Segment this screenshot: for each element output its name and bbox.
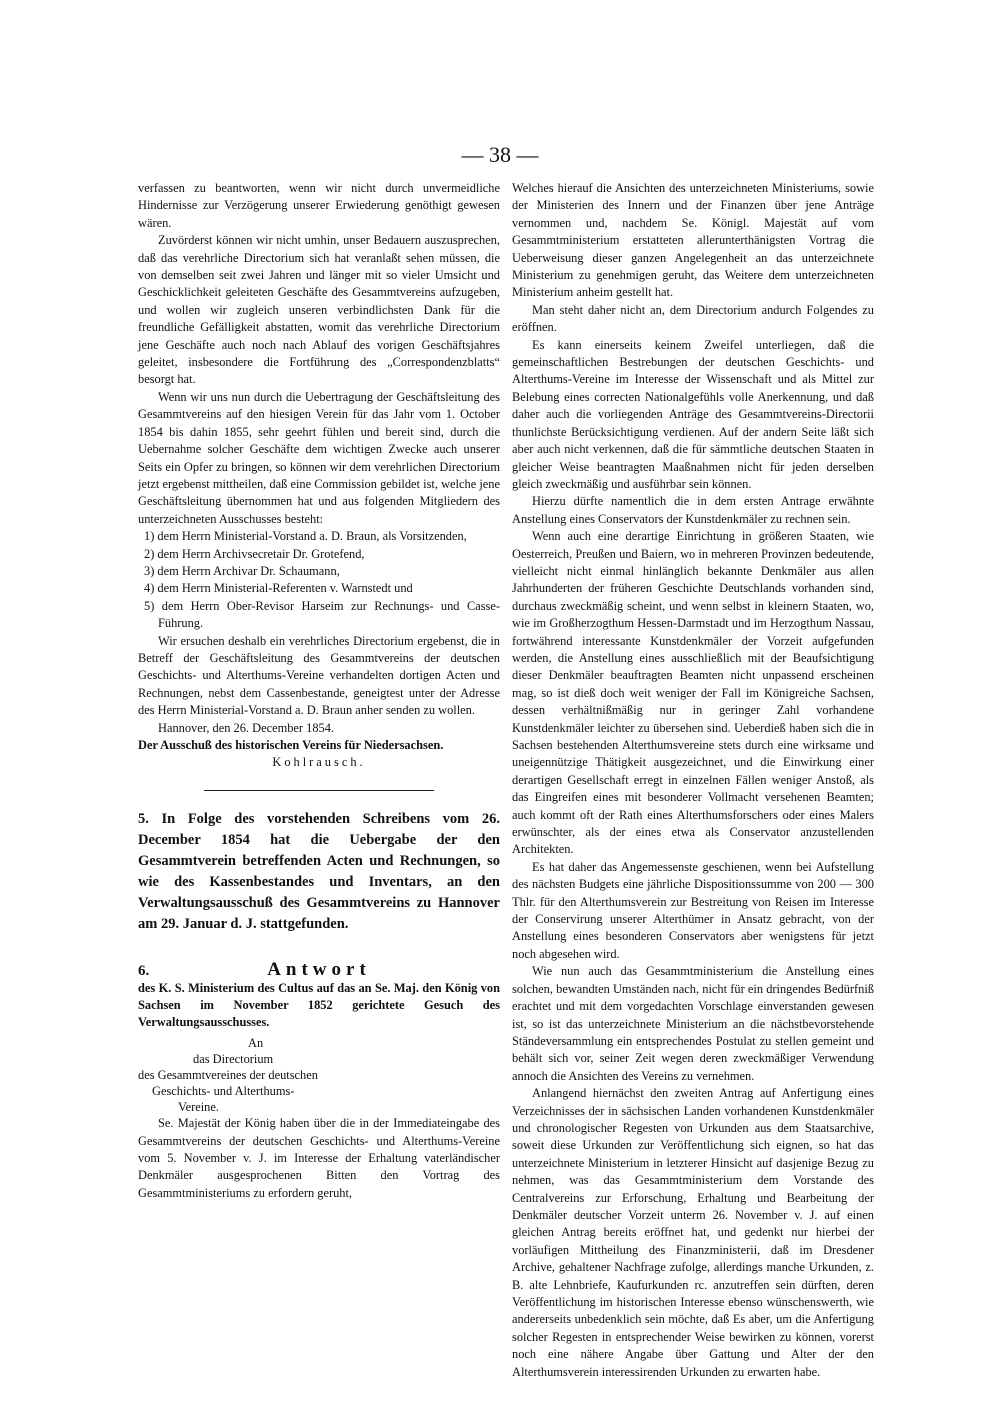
paragraph: Zuvörderst können wir nicht umhin, unser Bedauern auszusprechen, daß das verehrliche Directorium sich hat veranlaßt sehen müssen, die von demselben seit zwei Jahren und länger mit so vieler Umsicht und Geschicklichkeit geleiteten Geschäfte des Gesammtvereins aufzugeben, und wollen wir zugleich unseren verbindlichsten Dank für die freundliche Gefälligkeit abstatten, womit das verehrliche Directorium jene Geschäfte auch noch nach Ablauf des vorigen Geschäftsjahres geleitet, insbesondere die Fortführung des „Correspondenzblatts“ besorgt hat.	[138, 233, 500, 387]
paragraph: Se. Majestät der König haben über die in der Immediateingabe des Gesammtvereins der deutschen Geschichts- und Alterthums-Vereine vom 5. November v. J. im Interesse der Erhaltung vaterländischer Denkmäler ausgesprochenen Bitten den Vortrag des Gesammtministeriums zu erfordern geruht,	[138, 1116, 500, 1200]
paragraph: Hierzu dürfte namentlich die in dem ersten Antrage erwähnte Anstellung eines Conservators der Kunstdenkmäler zu rechnen sein.	[512, 494, 874, 526]
address-line: Vereine.	[178, 1100, 219, 1115]
address-line: Geschichts- und Alterthums-	[152, 1084, 295, 1099]
list-item: 1) dem Herrn Ministerial-Vorstand a. D. Braun, als Vorsitzenden,	[144, 529, 467, 544]
notice-paragraph: 5. In Folge des vorstehenden Schreibens vom 26. December 1854 hat die Uebergabe der den Gesammtverein betreffenden Acten und Rechnungen, so wie des Kassenbestandes und Inventars, an den Verwaltungsausschuß des Gesammtvereins zu Hannover am 29. Januar d. J. stattgefunden.	[138, 810, 500, 932]
paragraph: Es kann einerseits keinem Zweifel unterliegen, daß die gemeinschaftlichen Bestrebungen der deutschen Geschichts- und Alterthums-Vereine im Interesse der Wissenschaft und als Mittel zur Belebung eines correcten Nationalgefühls volle Anerkennung, und daß daher auch die vorliegenden Anträge des Gesammtvereins-Directorii thunlichste Berücksichtigung verdienen. Auf der andern Seite läßt sich aber auch nicht verkennen, daß die für sämmtliche deutschen Staaten in gleicher Weise beantragten Maaßnahmen nicht für jeden derselben gleich zweckmäßig und ausführbar sein können.	[512, 337, 874, 491]
paragraph: Wenn auch eine derartige Einrichtung in größeren Staaten, wie Oesterreich, Preußen und Baiern, wo in mehreren Provinzen bedeutende, vielleicht nicht einmal hinlänglich bekannte Denkmäler aus allen Jahrhunderten der früheren Geschichte Deutschlands vorhanden sind, durchaus zweckmäßig scheint, und wenn selbst in kleinern Staaten, wo, wie im Großherzogthum Hessen-Darmstadt und im Herzogthum Nassau, fortwährend interessante Kunstdenkmäler der Vorzeit aufgefunden werden, die Anstellung eines ausschließlich mit der Beaufsichtigung dieser Denkmäler beauftragten Beamten nicht unpassend erscheinen mag, so ist dieß doch weit weniger der Fall im Königreiche Sachsen, dessen verhältnißmäßig nur in geringer Zahl vorhandene Kunstdenkmäler leichter zu übersehen sind. Ueberdieß haben sich die in Sachsen bestehenden Alterthumsvereine stets durch eine wirksame und uneigennützige Thätigkeit ausgezeichnet, und die Einwirkung einer derartigen Gesellschaft erregt in einzelnen Fällen weniger Anstoß, als das Eingreifen eines mit besonderer Vollmacht versehenen Beamten; auch kommt oft der Rath eines Alterthumsforschers oder eines Malers erwünschter, als der eines etwa als Conservator anzustellenden Architekten.	[512, 529, 874, 857]
paragraph: Es hat daher das Angemessenste geschienen, wenn bei Aufstellung des nächsten Budgets eine jährliche Dispositionssumme von 200 — 300 Thlr. für den Alterthumsverein zur Bestreitung von Reisen im Interesse der Conservirung unserer Alterthümer in Ansatz gebracht, von der Anstellung eines besonderen Conservators aber wenigstens für jetzt noch abgesehen wird.	[512, 859, 874, 961]
list-item: 3) dem Herrn Archivar Dr. Schaumann,	[144, 563, 340, 578]
member-list	[138, 528, 500, 632]
section-number: 6.	[138, 962, 150, 979]
signer: Kohlrausch.	[272, 755, 366, 770]
signature: Der Ausschuß des historischen Vereins für Niedersachsen.	[138, 738, 444, 752]
list-item: 2) dem Herrn Archivsecretair Dr. Grotefend,	[144, 546, 365, 561]
list-item: 5) dem Herrn Ober-Revisor Harseim zur Rechnungs- und Casse-Führung.	[144, 598, 500, 631]
section-title: Antwort	[267, 958, 371, 980]
left-column	[138, 180, 500, 1202]
paragraph: verfassen zu beantworten, wenn wir nicht durch unvermeidliche Hindernisse zur Verzögerung unserer Erwiederung genöthigt gewesen wären.	[138, 181, 500, 230]
list-item: 4) dem Herrn Ministerial-Referenten v. Warnstedt und	[144, 581, 413, 596]
paragraph: Wenn wir uns nun durch die Uebertragung der Geschäftsleitung des Gesammtvereins auf den hiesigen Verein für das Jahr vom 1. October 1854 bis dahin 1855, sehr geehrt fühlen und bereit sind, durch die Uebernahme solcher Geschäfte dem wichtigen Zwecke auch unserer Seits ein Opfer zu bringen, so können wir dem verehrlichen Directorium jetzt ergebenst mittheilen, daß eine Commission gebildet ist, welche jene Geschäftsleitung übernommen hat und aus folgenden Mitgliedern des unterzeichneten Ausschusses besteht:	[138, 389, 500, 526]
section-subtitle: des K. S. Ministerium des Cultus auf das an Se. Maj. den König von Sachsen im November 1852 gerichtete Gesuch des Verwaltungsausschusses.	[138, 981, 500, 1030]
paragraph: Man steht daher nicht an, dem Directorium andurch Folgendes zu eröffnen.	[512, 302, 874, 335]
paragraph: Anlangend hiernächst den zweiten Antrag auf Anfertigung eines Verzeichnisses der in sächsischen Landen vorhandenen Kunstdenkmäler und chronologischer Regesten von Urkunden aus dem Staatsarchive, soweit diese Urkunden zur Veröffentlichung sich eignen, so hat das unterzeichnete Ministerium in letzterer Hinsicht auf dasjenige Bezug zu nehmen, was das Gesammtministerium dem Vorstande des Centralvereins zur Erforschung, Erhaltung und Bearbeitung der Denkmäler deutscher Vorzeit unterm 26. November v. J. auf einen gleichen Antrag bereits eröffnet hat, und gedenkt nur hierbei der vorläufigen Mittheilung des Finanzministerii, daß im Dresdener Archive, gehaltener Nachfrage zufolge, allerdings manche Urkunden, z. B. alte Lehnbriefe, Kaufurkunden rc. anzutreffen sein dürften, deren Veröffentlichung im historischen Interesse ebenso wünschenswerth, wie andererseits unbedenklich sein möchte, daß Es aber, um die Anfertigung solcher Regesten in entsprechender Weise bewirken zu können, vorerst noch eine nähere Angabe über Gattung und Alter der den Alterthumsverein interessirenden Urkunden zu erwarten habe.	[512, 1086, 874, 1379]
right-column	[512, 180, 874, 1381]
paragraph: Wir ersuchen deshalb ein verehrliches Directorium ergebenst, die in Betreff der Geschäftsleitung des Gesammtvereins der deutschen Geschichts- und Alterthums-Vereine verhandelten dortigen Acten und Rechnungen, nebst dem Cassenbestande, geneigtest unter der Adresse des Herrn Ministerial-Vorstand a. D. Braun anher senden zu wollen.	[138, 633, 500, 718]
divider	[204, 790, 434, 791]
address-line: An	[248, 1036, 264, 1051]
paragraph: Wie nun auch das Gesammtministerium die Anstellung eines solchen, bewandten Umständen nach, nicht für ein dringendes Bedürfniß erachtet und mit dem vorgedachten Vorschlage einverstanden gewesen ist, so ist das unterzeichnete Ministerium an die nächstbevorstehende Ständeversammlung ein entsprechendes Postulat zu stellen gemeint und behält sich vor, seiner Zeit wegen deren zweckmäßiger Verwendung annoch die Ansichten des Vereins zu vernehmen.	[512, 964, 874, 1083]
paragraph: Welches hierauf die Ansichten des unterzeichneten Ministeriums, sowie der Ministerien des Innern und der Finanzen über jene Anträge vernommen und, nachdem Se. Königl. Majestät auf vom Gesammtministerium erstatteten allerunterthänigsten Vortrag die Ueberweisung dieser ganzen Angelegenheit an das unterzeichnete Ministerium zu genehmigen geruht, das Weitere dem unterzeichneten Ministerium anheim gestellt hat.	[512, 181, 874, 300]
date-line: Hannover, den 26. December 1854.	[158, 720, 335, 735]
page-number: — 38 —	[461, 142, 539, 167]
address-line: des Gesammtvereines der deutschen	[138, 1068, 318, 1083]
address-line: das Directorium	[193, 1052, 274, 1067]
section-heading	[138, 958, 500, 980]
